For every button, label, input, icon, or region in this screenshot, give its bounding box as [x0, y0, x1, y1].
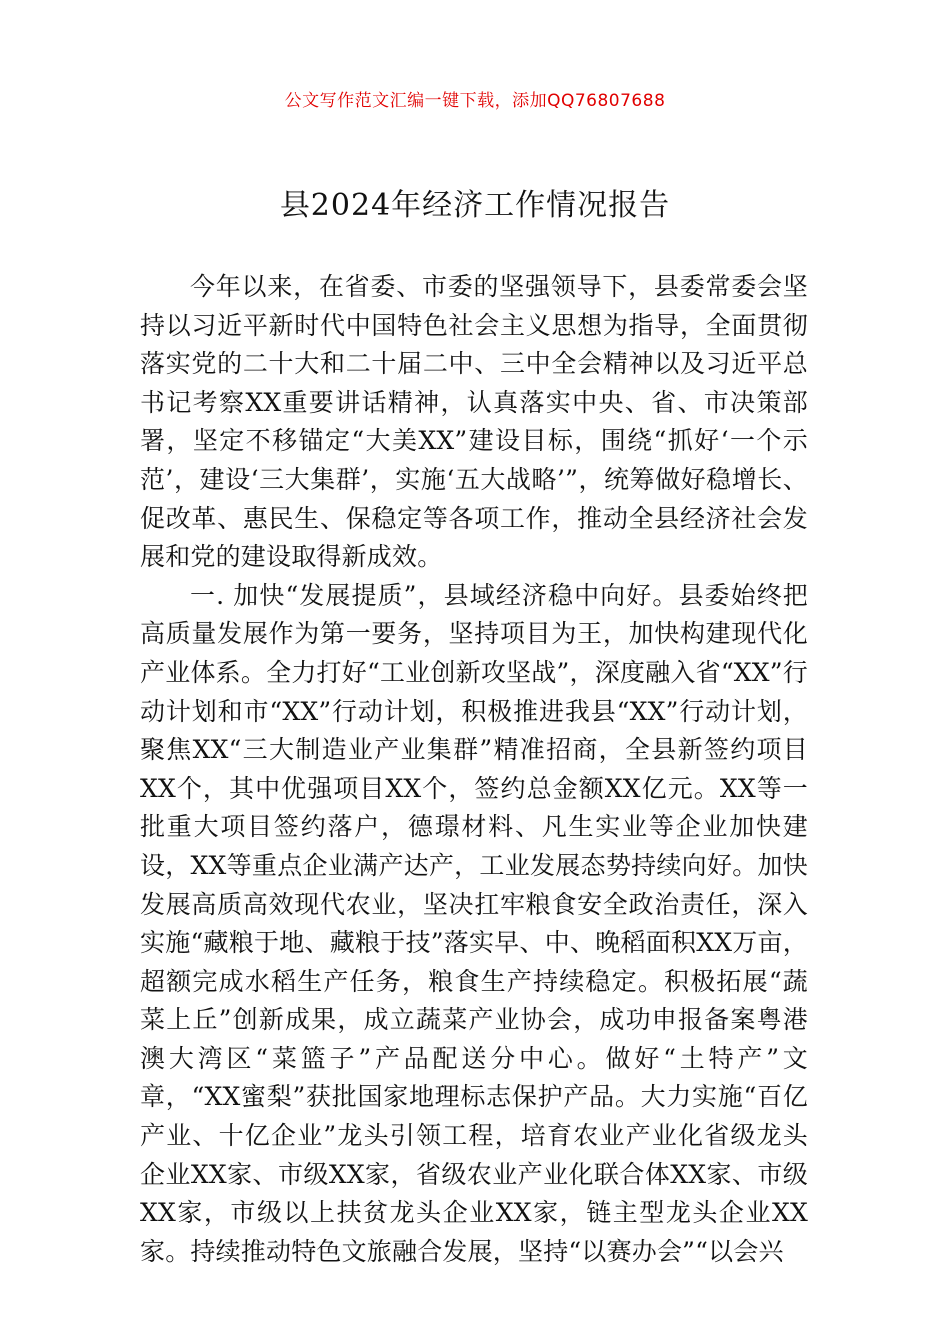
section-1-paragraph	[140, 577, 808, 1272]
document-body	[140, 268, 808, 1271]
section-1-heading: 一. 加快“发展提质”，	[190, 580, 444, 610]
intro-paragraph: 今年以来，在省委、市委的坚强领导下，县委常委会坚持以习近平新时代中国特色社会主义思想为指导，全面贯彻落实党的二十大和二十届二中、三中全会精神以及习近平总书记考察XX重要讲话精神，认真落实中央、省、市决策部署，坚定不移锚定“大美XX”建设目标，围绕“抓好‘一个示范’，建设‘三大集群’，实施‘五大战略’”，统筹做好稳增长、促改革、惠民生、保稳定等各项工作，推动全县经济社会发展和党的建设取得新成效。	[140, 272, 808, 572]
section-1-body: 县域经济稳中向好。县委始终把高质量发展作为第一要务，坚持项目为王，加快构建现代化产业体系。全力打好“工业创新攻坚战”，深度融入省“XX”行动计划和市“XX”行动计划，积极推进我县“XX”行动计划，聚焦XX“三大制造业产业集群”精准招商，全县新签约项目XX个，其中优强项目XX个，签约总金额XX亿元。XX等一批重大项目签约落户，德璟材料、凡生实业等企业加快建设，XX等重点企业满产达产，工业发展态势持续向好。加快发展高质高效现代农业，坚决扛牢粮食安全政治责任，深入实施“藏粮于地、藏粮于技”落实早、中、晚稻面积XX万亩，超额完成水稻生产任务，粮食生产持续稳定。积极拓展“蔬菜上丘”创新成果，成立蔬菜产业协会，成功申报备案粤港澳大湾区“菜篮子”产品配送分中心。做好“土特产”文章，“XX蜜梨”获批国家地理标志保护产品。大力实施“百亿产业、十亿企业”龙头引领工程，培育农业产业化省级龙头企业XX家、市级XX家，省级农业产业化联合体XX家、市级XX家，市级以上扶贫龙头企业XX家，链主型龙头企业XX家。持续推动特色文旅融合发展，坚持“以赛办会”“以会兴	[140, 580, 808, 1266]
promo-header-text: 公文写作范文汇编一键下载，添加QQ76807688	[284, 91, 666, 111]
document-title: 县2024年经济工作情况报告	[279, 188, 671, 223]
